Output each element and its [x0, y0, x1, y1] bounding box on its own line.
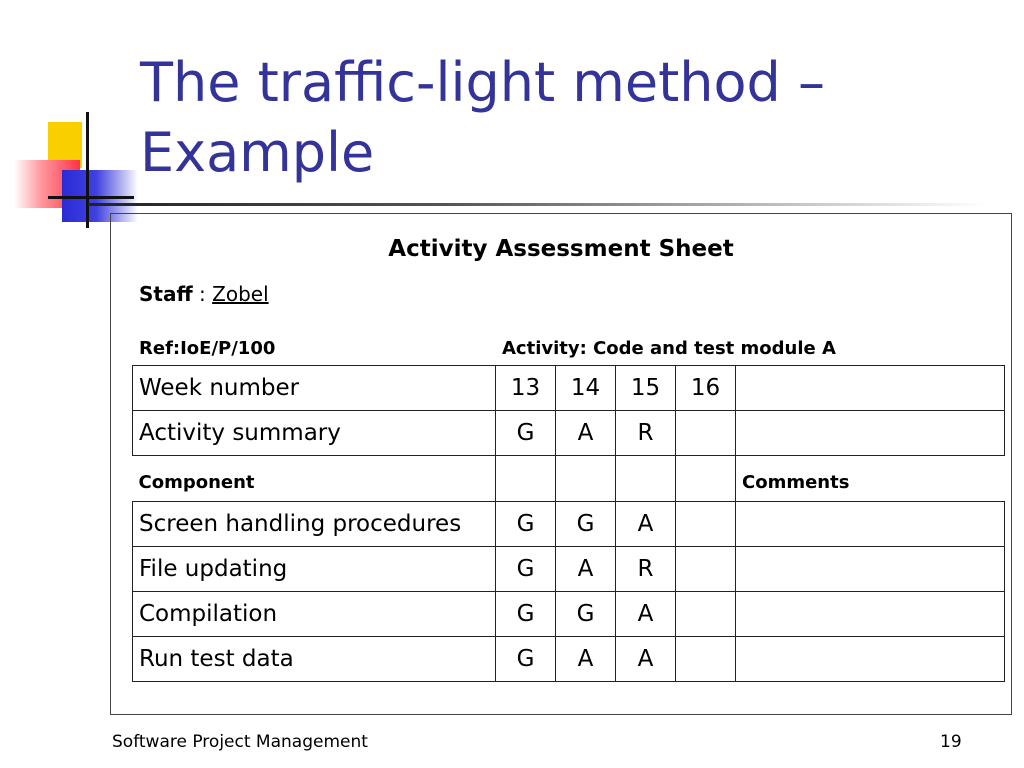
- title-divider: [88, 203, 988, 206]
- week-cell: 16: [676, 366, 736, 411]
- status-cell: A: [616, 592, 676, 637]
- component-header-row: [133, 456, 1005, 502]
- slide-title-line-1: The traffic-light method –: [140, 51, 825, 114]
- staff-separator: :: [192, 282, 213, 306]
- activity-summary-row: [133, 411, 1005, 456]
- week-number-row: [133, 366, 1005, 411]
- header-spacer-cell: [616, 456, 676, 502]
- page-number: 19: [940, 732, 962, 752]
- sheet-heading: Activity Assessment Sheet: [388, 236, 734, 262]
- comment-cell: [736, 366, 1005, 411]
- activity-description: Activity: Code and test module A: [502, 338, 836, 359]
- status-cell: R: [616, 411, 676, 456]
- footer-course-name: Software Project Management: [112, 732, 368, 752]
- component-label: Run test data: [133, 637, 496, 682]
- status-cell: A: [616, 502, 676, 547]
- logo-vertical-line: [86, 112, 89, 228]
- component-row: [133, 637, 1005, 682]
- logo-horizontal-line: [48, 196, 134, 199]
- week-cell: 13: [496, 366, 556, 411]
- component-label: Compilation: [133, 592, 496, 637]
- assessment-table: [132, 365, 1005, 682]
- component-row: [133, 502, 1005, 547]
- status-cell: G: [496, 547, 556, 592]
- component-label: Screen handling procedures: [133, 502, 496, 547]
- status-cell: G: [496, 502, 556, 547]
- week-number-label: Week number: [133, 366, 496, 411]
- status-cell: G: [496, 411, 556, 456]
- comment-cell: [736, 637, 1005, 682]
- staff-line: [139, 282, 269, 306]
- status-cell: A: [556, 637, 616, 682]
- header-spacer-cell: [556, 456, 616, 502]
- status-cell: [676, 592, 736, 637]
- component-row: [133, 592, 1005, 637]
- comment-cell: [736, 502, 1005, 547]
- activity-summary-label: Activity summary: [133, 411, 496, 456]
- status-cell: G: [556, 502, 616, 547]
- assessment-sheet: [110, 213, 1012, 715]
- header-spacer-cell: [676, 456, 736, 502]
- status-cell: A: [556, 411, 616, 456]
- status-cell: G: [496, 637, 556, 682]
- status-cell: R: [616, 547, 676, 592]
- status-cell: [676, 502, 736, 547]
- status-cell: G: [556, 592, 616, 637]
- slide-title: [140, 48, 1000, 188]
- reference-code: Ref:IoE/P/100: [139, 338, 276, 359]
- component-row: [133, 547, 1005, 592]
- comments-header: Comments: [736, 456, 1005, 502]
- comment-cell: [736, 592, 1005, 637]
- status-cell: [676, 547, 736, 592]
- status-cell: [676, 637, 736, 682]
- week-cell: 14: [556, 366, 616, 411]
- slide-title-line-2: Example: [140, 121, 375, 184]
- component-label: File updating: [133, 547, 496, 592]
- staff-name: Zobel: [212, 282, 269, 306]
- component-header: Component: [133, 456, 496, 502]
- header-spacer-cell: [496, 456, 556, 502]
- status-cell: A: [556, 547, 616, 592]
- status-cell: [676, 411, 736, 456]
- comment-cell: [736, 547, 1005, 592]
- week-cell: 15: [616, 366, 676, 411]
- comment-cell: [736, 411, 1005, 456]
- staff-label: Staff: [139, 282, 193, 306]
- status-cell: A: [616, 637, 676, 682]
- status-cell: G: [496, 592, 556, 637]
